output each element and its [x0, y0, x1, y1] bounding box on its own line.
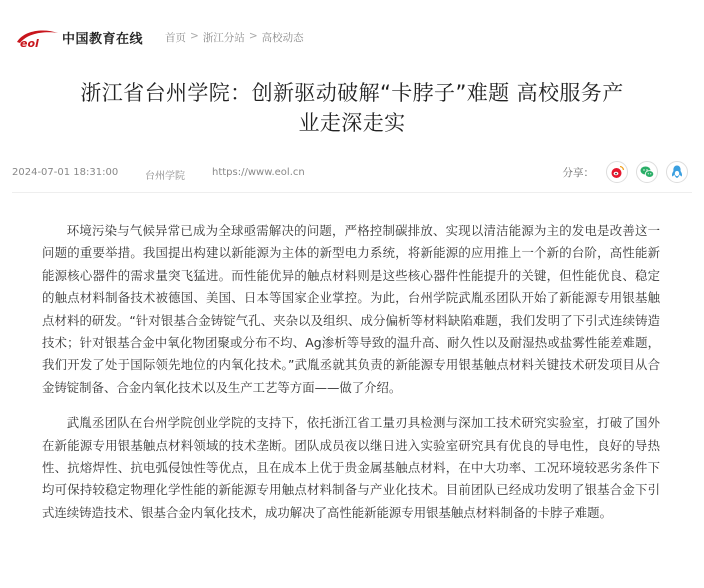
article-url[interactable]: https://www.eol.cn	[212, 167, 305, 178]
breadcrumb-zhejiang[interactable]: 浙江分站	[202, 32, 245, 44]
breadcrumb-college-news[interactable]: 高校动态	[261, 32, 304, 44]
share-qzone-button[interactable]	[666, 161, 688, 183]
share-wechat-button[interactable]	[636, 161, 658, 183]
article-source: 台州学院	[145, 171, 185, 182]
breadcrumb-home[interactable]: 首页	[165, 32, 186, 44]
eol-logo-mark	[14, 25, 60, 49]
wechat-icon	[639, 164, 655, 180]
article-body	[42, 220, 660, 524]
site-logo[interactable]	[14, 24, 143, 50]
site-header	[0, 0, 704, 70]
weibo-icon	[609, 164, 625, 180]
meta-divider	[12, 192, 692, 193]
share-label: 分享：	[562, 166, 594, 179]
logo-text: 中国教育在线	[62, 31, 144, 47]
article-paragraph-1: 环境污染与气候异常已成为全球亟需解决的问题，严格控制碳排放、实现以清洁能源为主的发电是改善这一问题的重要举措。我国提出构建以新能源为主体的新型电力系统，将新能源的应用推上一个新的台阶，高性能新能源核心器件的需求量突飞猛进。而性能优异的触点材料则是这些核心器件性能提升的关键，但性能优良、稳定的触点材料制备技术被德国、美国、日本等国家企业掌控。为此，台州学院武胤丞团队开始了新能源专用银基触点材料的研发。“针对银基合金铸锭气孔、夹杂以及组织、成分偏析等材料缺陷难题，我们发明了下引式连续铸造技术；针对银基合金中氧化物团聚或分布不均、Ag渗析等导致的温升高、耐久性以及耐湿热或盐雾性能差难题，我们开发了处于国际领先地位的内氧化技术。”武胤丞就其负责的新能源专用银基触点材料关键技术研发项目从合金铸锭制备、合金内氧化技术以及生产工艺等方面——做了介绍。	[42, 223, 660, 395]
article-meta	[12, 165, 692, 181]
publish-date: 2024-07-01 18:31:00	[12, 167, 119, 178]
breadcrumb-separator: >	[190, 30, 199, 42]
breadcrumb-separator: >	[248, 30, 258, 42]
share-weibo-button[interactable]	[606, 161, 628, 183]
svg-text:eol: eol	[20, 37, 39, 49]
share-bar	[563, 161, 689, 183]
article-title	[8, 78, 696, 138]
qzone-icon	[669, 164, 685, 180]
article-title-line2: 业走深走实	[298, 111, 406, 135]
eol-logo-icon	[14, 27, 60, 49]
article-paragraph-2: 武胤丞团队在台州学院创业学院的支持下，依托浙江省工量刃具检测与深加工技术研究实验室，打破了国外在新能源专用银基触点材料领域的技术垄断。团队成员夜以继日进入实验室研究具有优良的导电性，良好的导热性、抗熔焊性、抗电弧侵蚀性等优点，且在成本上优于贵金属基触点材料，在中大功率、工况环境较恶劣条件下均可保持较稳定物理化学性能的新能源专用触点材料制备与产业化技术。目前团队已经成功发明了银基合金下引式连续铸造技术、银基合金内氧化技术，成功解决了高性能新能源专用银基触点材料制备的卡脖子难题。	[42, 415, 660, 520]
article-title-line1: 浙江省台州学院：创新驱动破解“卡脖子”难题 高校服务产	[80, 81, 624, 105]
breadcrumb	[165, 30, 304, 45]
